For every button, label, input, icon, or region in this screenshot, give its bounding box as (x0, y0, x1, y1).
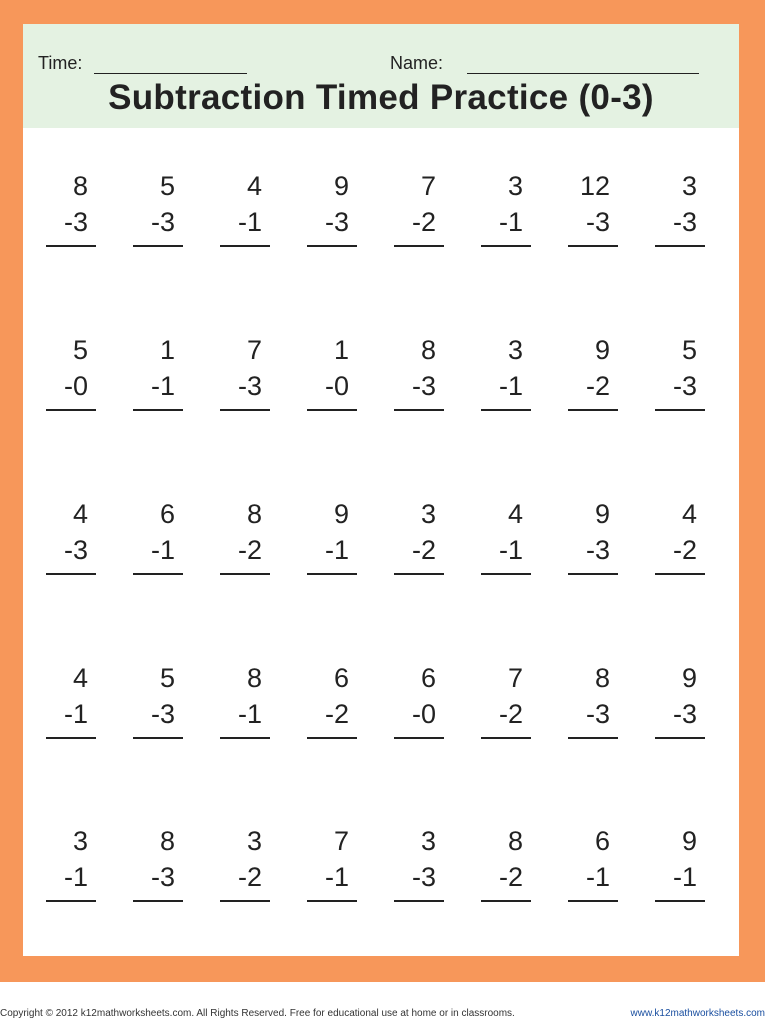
answer-line[interactable] (394, 573, 444, 575)
minuend: 4 (72, 499, 88, 529)
answer-line[interactable] (481, 737, 531, 739)
answer-line[interactable] (307, 737, 357, 739)
minuend: 9 (594, 499, 610, 529)
minuend: 8 (594, 663, 610, 693)
subtrahend: -3 (672, 371, 697, 401)
problem-r4-c1 (46, 663, 96, 739)
answer-line[interactable] (568, 245, 618, 247)
subtrahend: -0 (411, 699, 436, 729)
answer-line[interactable] (568, 573, 618, 575)
problem-r2-c7 (568, 335, 618, 411)
subtrahend: -2 (237, 535, 262, 565)
subtrahend: -3 (150, 699, 175, 729)
subtrahend: -3 (585, 535, 610, 565)
subtrahend: -1 (63, 699, 88, 729)
problem-r1-c1 (46, 171, 96, 247)
answer-line[interactable] (481, 409, 531, 411)
answer-line[interactable] (481, 900, 531, 902)
answer-line[interactable] (655, 737, 705, 739)
minuend: 7 (333, 826, 349, 856)
time-label: Time: (38, 53, 83, 73)
name-blank[interactable] (467, 73, 699, 74)
minuend: 6 (420, 663, 436, 693)
minuend: 5 (72, 335, 88, 365)
answer-line[interactable] (568, 900, 618, 902)
answer-line[interactable] (133, 409, 183, 411)
subtrahend: -1 (237, 207, 262, 237)
answer-line[interactable] (46, 245, 96, 247)
problem-r2-c6 (481, 335, 531, 411)
answer-line[interactable] (394, 737, 444, 739)
problem-r5-c2 (133, 826, 183, 902)
minuend: 8 (159, 826, 175, 856)
subtrahend: -1 (150, 371, 175, 401)
answer-line[interactable] (655, 573, 705, 575)
answer-line[interactable] (307, 573, 357, 575)
problem-r2-c3 (220, 335, 270, 411)
minuend: 3 (420, 499, 436, 529)
subtrahend: -1 (63, 862, 88, 892)
answer-line[interactable] (220, 409, 270, 411)
answer-line[interactable] (46, 900, 96, 902)
problem-r3-c4 (307, 499, 357, 575)
problem-r2-c8 (655, 335, 705, 411)
website-link[interactable]: www.k12mathworksheets.com (630, 1008, 765, 1019)
answer-line[interactable] (307, 245, 357, 247)
minuend: 9 (333, 171, 349, 201)
subtrahend: -1 (237, 699, 262, 729)
problem-r2-c5 (394, 335, 444, 411)
problem-r4-c8 (655, 663, 705, 739)
minuend: 9 (681, 826, 697, 856)
minuend: 6 (333, 663, 349, 693)
answer-line[interactable] (568, 409, 618, 411)
subtrahend: -2 (672, 535, 697, 565)
problem-r3-c5 (394, 499, 444, 575)
subtrahend: -2 (237, 862, 262, 892)
problem-r1-c2 (133, 171, 183, 247)
subtrahend: -1 (324, 535, 349, 565)
minuend: 6 (594, 826, 610, 856)
minuend: 7 (246, 335, 262, 365)
worksheet-sheet (23, 24, 739, 956)
subtrahend: -0 (324, 371, 349, 401)
answer-line[interactable] (655, 409, 705, 411)
answer-line[interactable] (220, 737, 270, 739)
answer-line[interactable] (394, 409, 444, 411)
minuend: 3 (681, 171, 697, 201)
problem-r5-c6 (481, 826, 531, 902)
problem-r5-c3 (220, 826, 270, 902)
subtrahend: -1 (324, 862, 349, 892)
subtrahend: -0 (63, 371, 88, 401)
subtrahend: -3 (150, 207, 175, 237)
minuend: 5 (159, 663, 175, 693)
problem-r3-c2 (133, 499, 183, 575)
time-blank[interactable] (94, 73, 247, 74)
problem-r1-c8 (655, 171, 705, 247)
problem-r3-c6 (481, 499, 531, 575)
minuend: 7 (507, 663, 523, 693)
answer-line[interactable] (568, 737, 618, 739)
minuend: 9 (594, 335, 610, 365)
problem-r4-c4 (307, 663, 357, 739)
subtrahend: -3 (672, 699, 697, 729)
minuend: 8 (420, 335, 436, 365)
problem-r1-c5 (394, 171, 444, 247)
answer-line[interactable] (307, 409, 357, 411)
subtrahend: -2 (585, 371, 610, 401)
answer-line[interactable] (394, 900, 444, 902)
subtrahend: -1 (672, 862, 697, 892)
answer-line[interactable] (307, 900, 357, 902)
answer-line[interactable] (220, 245, 270, 247)
problem-r1-c4 (307, 171, 357, 247)
subtrahend: -3 (150, 862, 175, 892)
minuend: 5 (159, 171, 175, 201)
subtrahend: -2 (498, 699, 523, 729)
minuend: 9 (681, 663, 697, 693)
subtrahend: -2 (498, 862, 523, 892)
subtrahend: -1 (498, 371, 523, 401)
problem-r4-c3 (220, 663, 270, 739)
answer-line[interactable] (394, 245, 444, 247)
subtrahend: -2 (411, 207, 436, 237)
answer-line[interactable] (481, 573, 531, 575)
answer-line[interactable] (220, 900, 270, 902)
minuend: 1 (333, 335, 349, 365)
problem-r4-c7 (568, 663, 618, 739)
minuend: 3 (246, 826, 262, 856)
subtrahend: -3 (324, 207, 349, 237)
answer-line[interactable] (46, 409, 96, 411)
answer-line[interactable] (46, 737, 96, 739)
problem-r2-c2 (133, 335, 183, 411)
problem-r3-c3 (220, 499, 270, 575)
minuend: 3 (72, 826, 88, 856)
minuend: 12 (579, 171, 610, 201)
minuend: 4 (681, 499, 697, 529)
answer-line[interactable] (655, 245, 705, 247)
minuend: 8 (507, 826, 523, 856)
worksheet-header (23, 24, 739, 128)
problem-r3-c1 (46, 499, 96, 575)
subtrahend: -3 (411, 862, 436, 892)
problem-r5-c1 (46, 826, 96, 902)
minuend: 4 (507, 499, 523, 529)
name-label: Name: (390, 53, 444, 73)
minuend: 8 (246, 499, 262, 529)
copyright-text: Copyright © 2012 k12mathworksheets.com. All Rights Reserved. Free for educational use at home or in classrooms. (0, 1008, 515, 1019)
subtrahend: -3 (585, 207, 610, 237)
subtrahend: -1 (585, 862, 610, 892)
problem-r1-c3 (220, 171, 270, 247)
problem-r2-c1 (46, 335, 96, 411)
page-title: Subtraction Timed Practice (0-3) (108, 78, 654, 117)
minuend: 9 (333, 499, 349, 529)
problem-r4-c6 (481, 663, 531, 739)
subtrahend: -1 (498, 207, 523, 237)
problem-r1-c6 (481, 171, 531, 247)
subtrahend: -1 (150, 535, 175, 565)
subtrahend: -3 (411, 371, 436, 401)
subtrahend: -3 (585, 699, 610, 729)
subtrahend: -1 (498, 535, 523, 565)
problem-r4-c2 (133, 663, 183, 739)
minuend: 1 (159, 335, 175, 365)
problem-r5-c7 (568, 826, 618, 902)
answer-line[interactable] (133, 245, 183, 247)
minuend: 3 (507, 171, 523, 201)
answer-line[interactable] (481, 245, 531, 247)
problem-r3-c7 (568, 499, 618, 575)
problem-r2-c4 (307, 335, 357, 411)
answer-line[interactable] (133, 737, 183, 739)
minuend: 8 (246, 663, 262, 693)
subtrahend: -2 (411, 535, 436, 565)
subtrahend: -3 (237, 371, 262, 401)
minuend: 3 (507, 335, 523, 365)
minuend: 7 (420, 171, 436, 201)
subtrahend: -3 (672, 207, 697, 237)
minuend: 6 (159, 499, 175, 529)
answer-line[interactable] (46, 573, 96, 575)
problem-r1-c7 (568, 171, 618, 247)
minuend: 3 (420, 826, 436, 856)
problem-r3-c8 (655, 499, 705, 575)
problem-r4-c5 (394, 663, 444, 739)
answer-line[interactable] (133, 900, 183, 902)
problem-r5-c8 (655, 826, 705, 902)
minuend: 5 (681, 335, 697, 365)
subtrahend: -3 (63, 535, 88, 565)
problem-r5-c5 (394, 826, 444, 902)
answer-line[interactable] (220, 573, 270, 575)
answer-line[interactable] (655, 900, 705, 902)
subtrahend: -2 (324, 699, 349, 729)
minuend: 8 (72, 171, 88, 201)
answer-line[interactable] (133, 573, 183, 575)
minuend: 4 (246, 171, 262, 201)
problem-r5-c4 (307, 826, 357, 902)
subtrahend: -3 (63, 207, 88, 237)
minuend: 4 (72, 663, 88, 693)
